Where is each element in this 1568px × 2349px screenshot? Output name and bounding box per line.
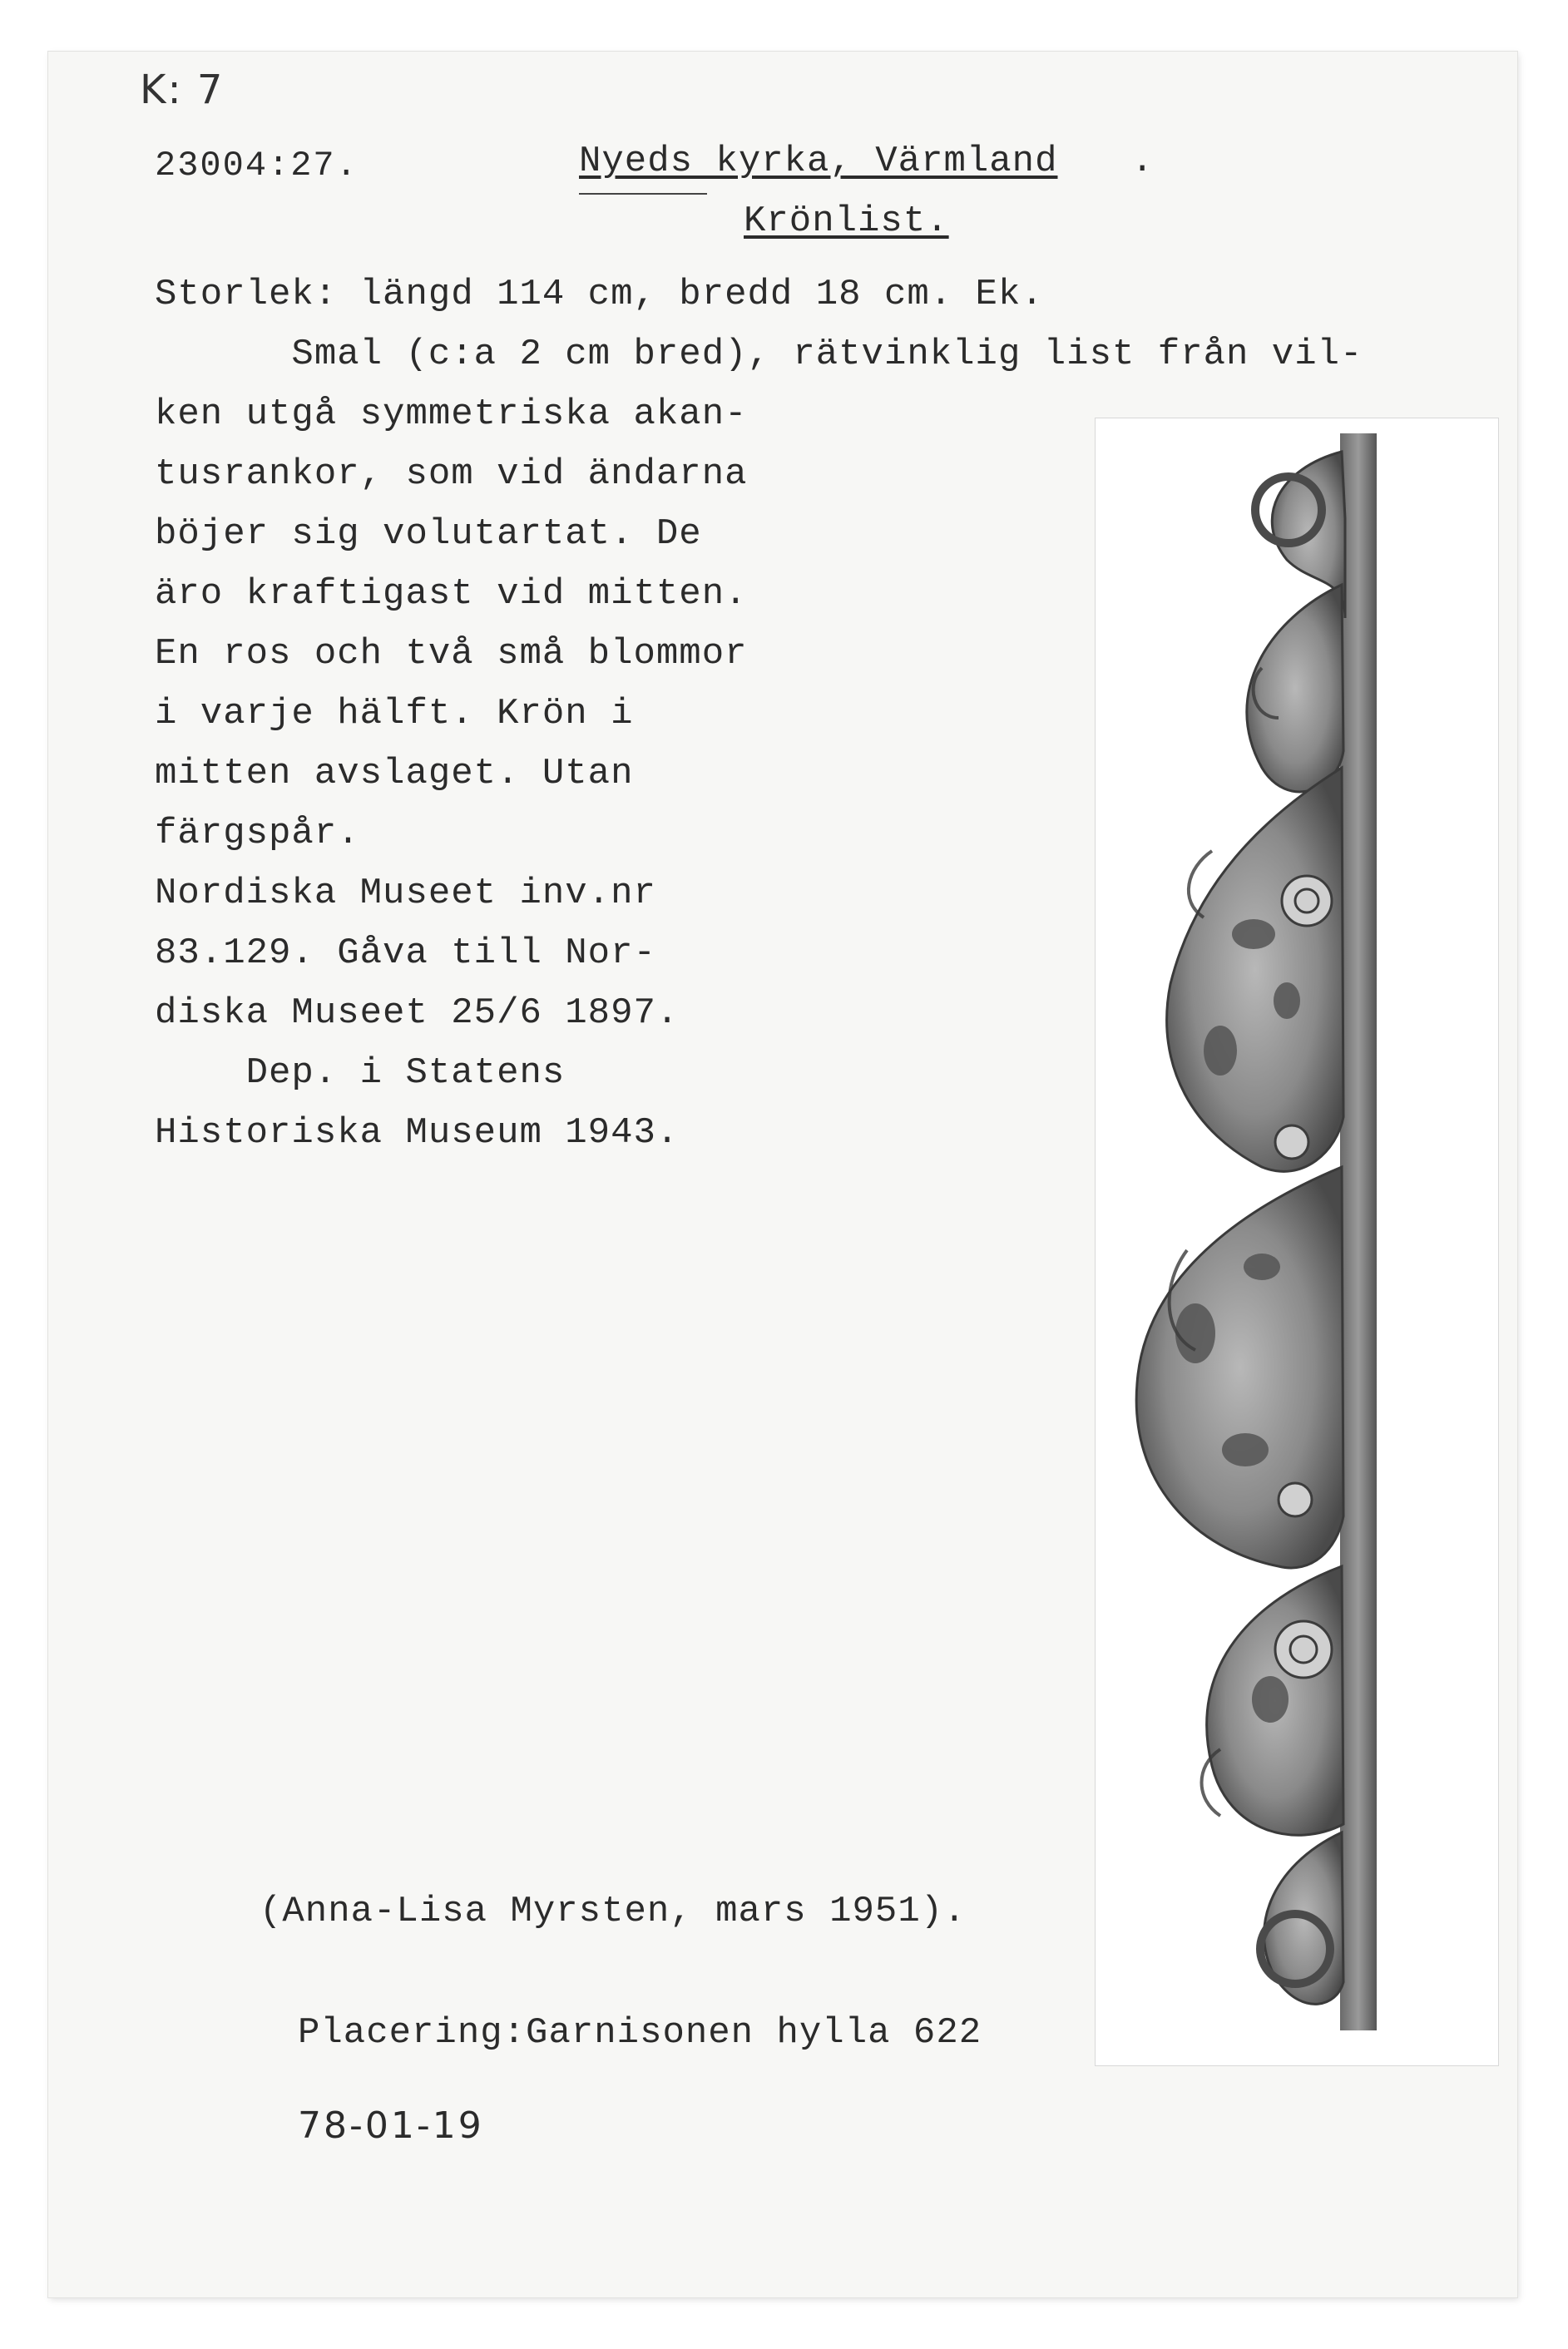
description-line: Dep. i Statens [155, 1052, 566, 1094]
author-credit: (Anna-Lisa Myrsten, mars 1951). [260, 1891, 967, 1932]
object-photograph [1095, 418, 1499, 2066]
straight-rail [1340, 433, 1377, 2030]
card-subtitle: Krönlist. [744, 200, 949, 242]
inventory-number: 23004:27. [155, 146, 359, 185]
card-title: Nyeds kyrka, Värmland [579, 141, 1058, 182]
description-line: Historiska Museum 1943. [155, 1112, 680, 1154]
description-line: 83.129. Gåva till Nor- [155, 932, 656, 974]
description-line: mitten avslaget. Utan [155, 753, 634, 794]
description-line: färgspår. [155, 813, 360, 854]
description-line: En ros och två små blommor [155, 633, 748, 675]
card-title-suffix: . [1131, 141, 1154, 182]
catalog-card [48, 52, 1517, 2297]
title-rule [579, 193, 707, 195]
description-line: tusrankor, som vid ändarna [155, 453, 748, 495]
description-line: böjer sig volutartat. De [155, 513, 702, 555]
description-line: Storlek: längd 114 cm, bredd 18 cm. Ek. [155, 274, 1044, 315]
description-line: Nordiska Museet inv.nr [155, 873, 656, 914]
stamp-date: 78-01-19 [298, 2104, 484, 2147]
placement-stamp: Placering:Garnisonen hylla 622 [298, 2012, 982, 2054]
handwritten-code: K: 7 [140, 67, 225, 113]
carved-crest-rail-image [1096, 418, 1498, 2065]
description-line: i varje hälft. Krön i [155, 693, 634, 734]
description-line: diska Museet 25/6 1897. [155, 992, 680, 1034]
description-line: ken utgå symmetriska akan- [155, 393, 748, 435]
description-line: äro kraftigast vid mitten. [155, 573, 748, 615]
description-line: Smal (c:a 2 cm bred), rätvinklig list från vil- [155, 334, 1363, 375]
